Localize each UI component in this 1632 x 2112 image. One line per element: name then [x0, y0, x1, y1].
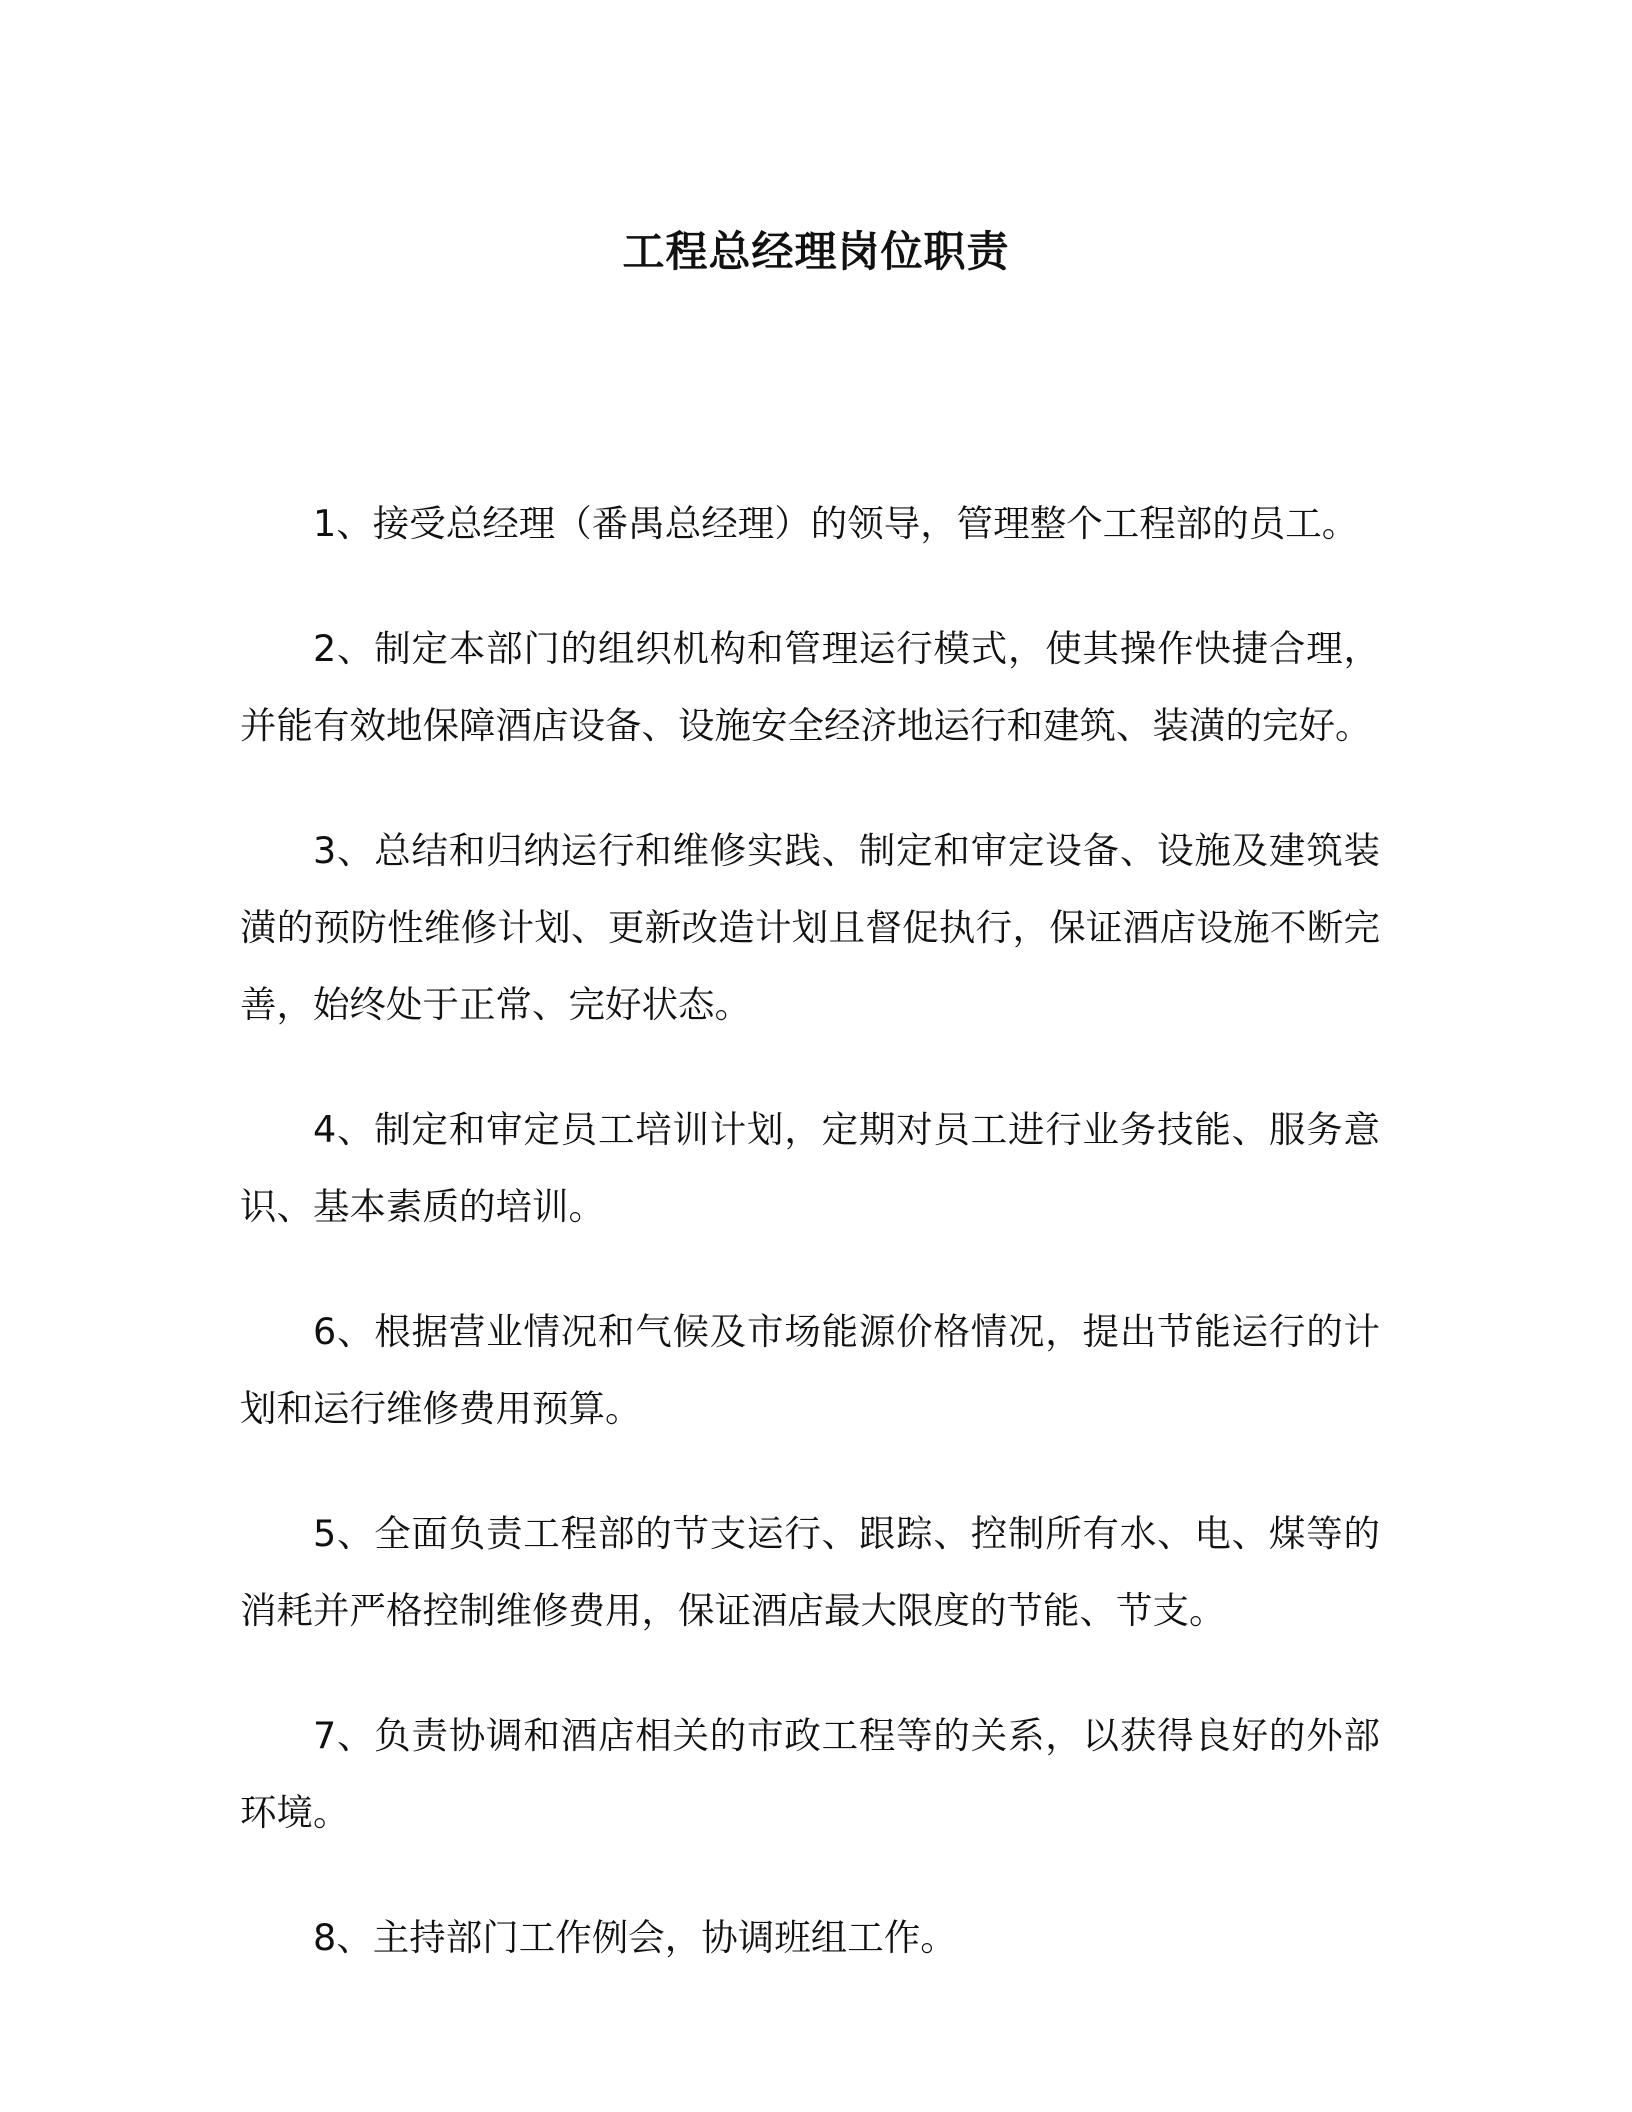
document-body [240, 485, 1380, 2024]
duty-item-6: 6、根据营业情况和气候及市场能源价格情况，提出节能运行的计划和运行维修费用预算。 [240, 1310, 1380, 1430]
duty-item-7: 7、负责协调和酒店相关的市政工程等的关系，以获得良好的外部环境。 [240, 1714, 1380, 1834]
document-title: 工程总经理岗位职责 [622, 227, 1010, 276]
duty-item-5: 5、全面负责工程部的节支运行、跟踪、控制所有水、电、煤等的消耗并严格控制维修费用，保证酒店最大限度的节能、节支。 [240, 1512, 1380, 1632]
duty-item-4: 4、制定和审定员工培训计划，定期对员工进行业务技能、服务意识、基本素质的培训。 [240, 1108, 1380, 1228]
duty-item-8: 8、主持部门工作例会，协调班组工作。 [313, 1916, 957, 1959]
duty-item-1: 1、接受总经理（番禺总经理）的领导，管理整个工程部的员工。 [313, 502, 1359, 545]
duty-item-3: 3、总结和归纳运行和维修实践、制定和审定设备、设施及建筑装潢的预防性维修计划、更新改造计划且督促执行，保证酒店设施不断完善，始终处于正常、完好状态。 [240, 829, 1380, 1026]
duty-item-2: 2、制定本部门的组织机构和管理运行模式，使其操作快捷合理，并能有效地保障酒店设备、设施安全经济地运行和建筑、装潢的完好。 [240, 627, 1380, 747]
